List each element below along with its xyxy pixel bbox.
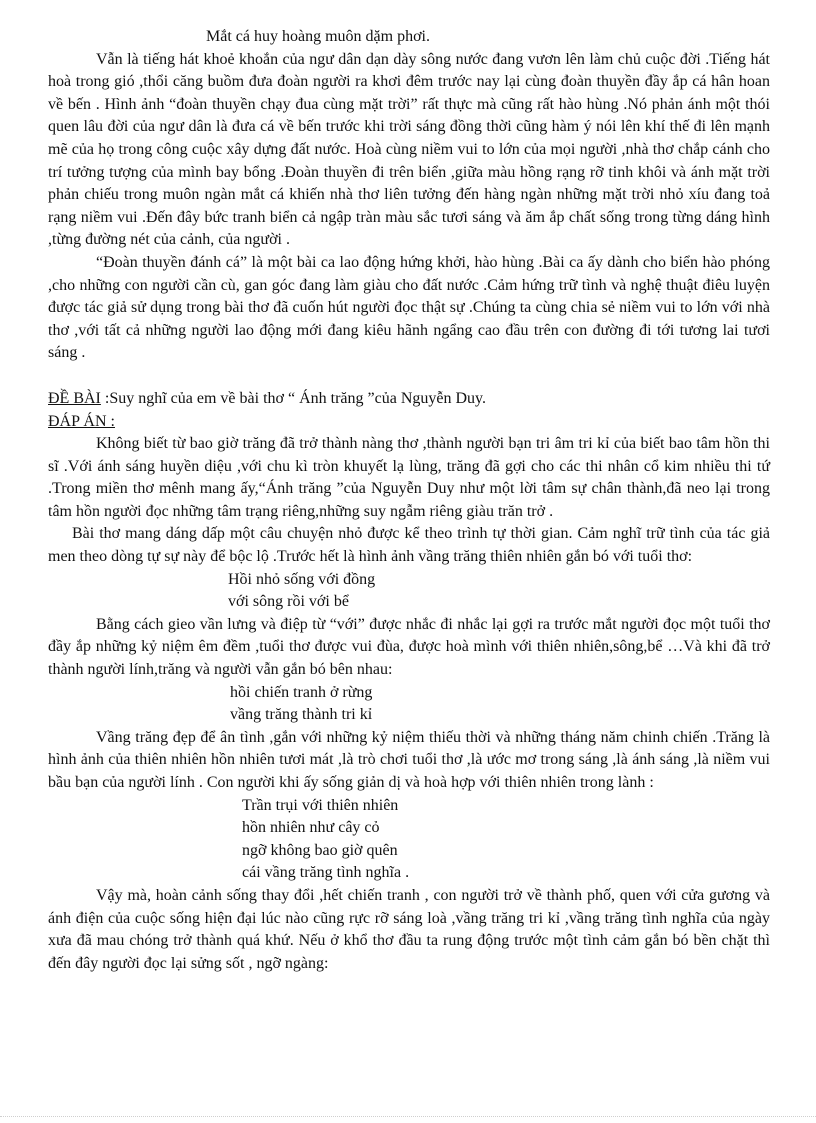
spacer [48,365,770,388]
page-bottom-edge [0,1116,816,1117]
verse-line: hồn nhiên như cây cỏ [242,819,380,837]
verse-block-2 [48,682,770,727]
verse-line: hồi chiến tranh ở rừng [230,683,373,701]
verse-line: ngỡ không bao giờ quên [242,841,398,859]
dap-an-label: ĐÁP ÁN : [48,412,115,430]
verse-line: cái vầng trăng tình nghĩa . [242,864,410,882]
paragraph: “Đoàn thuyền đánh cá” là một bài ca lao động hứng khởi, hào hùng .Bài ca ấy dành cho biển hào phóng ,cho những con người cần cù, gan góc đang làm giàu cho đất nước .Cảm hứng trữ tình và nghệ thuật điêu luyện được tác giả sử dụng trong bài thơ đã cuốn hút người đọc thật sự .Chúng ta cùng chia sẻ niềm vui to lớn với nhà thơ ,với tất cả những người lao động mới đang kiêu hãnh ngẩng cao đầu trên con đường đi tới tương lai tươi sáng . [48,253,770,362]
paragraph-intro: Không biết từ bao giờ trăng đã trở thành nàng thơ ,thành người bạn tri âm tri kỉ của biết bao tâm hồn thi sĩ .Với ánh sáng huyền diệu ,với chu kì tròn khuyết lạ lùng, trăng đã gợi cho các thi nhân cổ kim nhiều thi tứ .Trong miền thơ mênh mang ấy,“Ánh trăng ”của Nguyễn Duy như một lời tâm sự chân thành,đã neo lại trong tâm hồn người đọc những tâm trạng riêng,những suy ngẫm riêng giàu trăn trở . [48,435,770,520]
document-page [48,26,770,975]
paragraph-verse1: Bằng cách gieo vần lưng và điệp từ “với” được nhắc đi nhắc lại gợi ra trước mắt người đọc một tuổi thơ đầy ắp những kỷ niệm êm đềm ,tuổi thơ được vui đùa, được hoà mình với thiên nhiên,sông,bể …Và khi đã trở thành người lính,trăng và người vẫn gắn bó bên nhau: [48,615,770,679]
poem-line-top [48,26,770,49]
paragraph-verse2: Vầng trăng đẹp để ân tình ,gắn với những kỷ niệm thiếu thời và những tháng năm chinh chiến .Trăng là hình ảnh của thiên nhiên hồn nhiên tươi mát ,là trò chơi tuổi thơ ,là ước mơ trong sáng ,là ánh sáng ,là niềm vui bầu bạn của người lính . Con người khi ấy sống giản dị và hoà hợp với thiên nhiên trong lành : [48,728,770,791]
verse-line: với sông rồi với bể [228,593,349,611]
verse-line: Trần trụi với thiên nhiên [242,796,399,814]
verse-block-3 [48,795,770,885]
paragraph-structure: Bài thơ mang dáng dấp một câu chuyện nhỏ được kể theo trình tự thời gian. Cảm nghĩ trữ tình của tác giả men theo dòng tự sự này để bộc lộ .Trước hết là hình ảnh vầng trăng thiên nhiên gắn bó với tuổi thơ: [48,525,770,566]
paragraph-final: Vậy mà, hoàn cảnh sống thay đổi ,hết chiến tranh , con người trở về thành phố, quen với cửa gương và ánh điện của cuộc sống hiện đại lúc nào cũng rực rỡ sáng loà ,vầng trăng tri kỉ ,vầng trăng tình nghĩa của ngày xưa đã mau chóng trở thành quá khứ. Nếu ở khổ thơ đầu ta rung động trước một tình cảm gắn bó bền chặt thì đến đây người đọc lại sửng sốt , ngỡ ngàng: [48,886,770,972]
de-bai-label: ĐỀ BÀI [48,389,101,407]
de-bai-text: :Suy nghĩ của em về bài thơ “ Ánh trăng ”của Nguyễn Duy. [100,389,486,407]
verse-line: Mắt cá huy hoàng muôn dặm phơi. [206,28,430,45]
verse-line: vầng trăng thành tri kỉ [230,706,373,724]
verse-line: Hồi nhỏ sống với đồng [228,570,376,588]
de-bai-heading [48,388,770,411]
dap-an-heading [48,411,770,434]
verse-block-1 [48,569,770,614]
paragraph: Vẫn là tiếng hát khoẻ khoắn của ngư dân dạn dày sông nước đang vươn lên làm chủ cuộc đời .Tiếng hát hoà trong gió ,thổi căng buồm đưa đoàn người ra khơi đêm trước nay lại cùng đoàn thuyền đầy ắp cá hân hoan về bến . Hình ảnh “đoàn thuyền chạy đua cùng mặt trời” rất thực mà cũng rất hào hùng .Nó phản ánh một thói quen lâu đời của ngư dân là đưa cá về bến trước khi trời sáng đồng thời cũng hàm ý nói lên khí thế đi lên mạnh mẽ của họ trong công cuộc xây dựng đất nước. Hoà cùng niềm vui to lớn của mọi người ,nhà thơ chắp cánh cho trí tưởng tượng của mình bay bổng .Đoàn thuyền đi trên biển ,giữa màu hồng rạng rỡ tinh khôi và ánh mặt trời phản chiếu trong muôn ngàn mắt cá khiến nhà thơ liên tưởng đến hàng ngàn những mặt trời nhỏ xíu đang toả rạng niềm vui .Đến đây bức tranh biển cả ngập tràn màu sắc tươi sáng và ăm ắp chất sống trong từng dáng hình ,từng đường nét của cảnh, của người . [48,50,770,249]
